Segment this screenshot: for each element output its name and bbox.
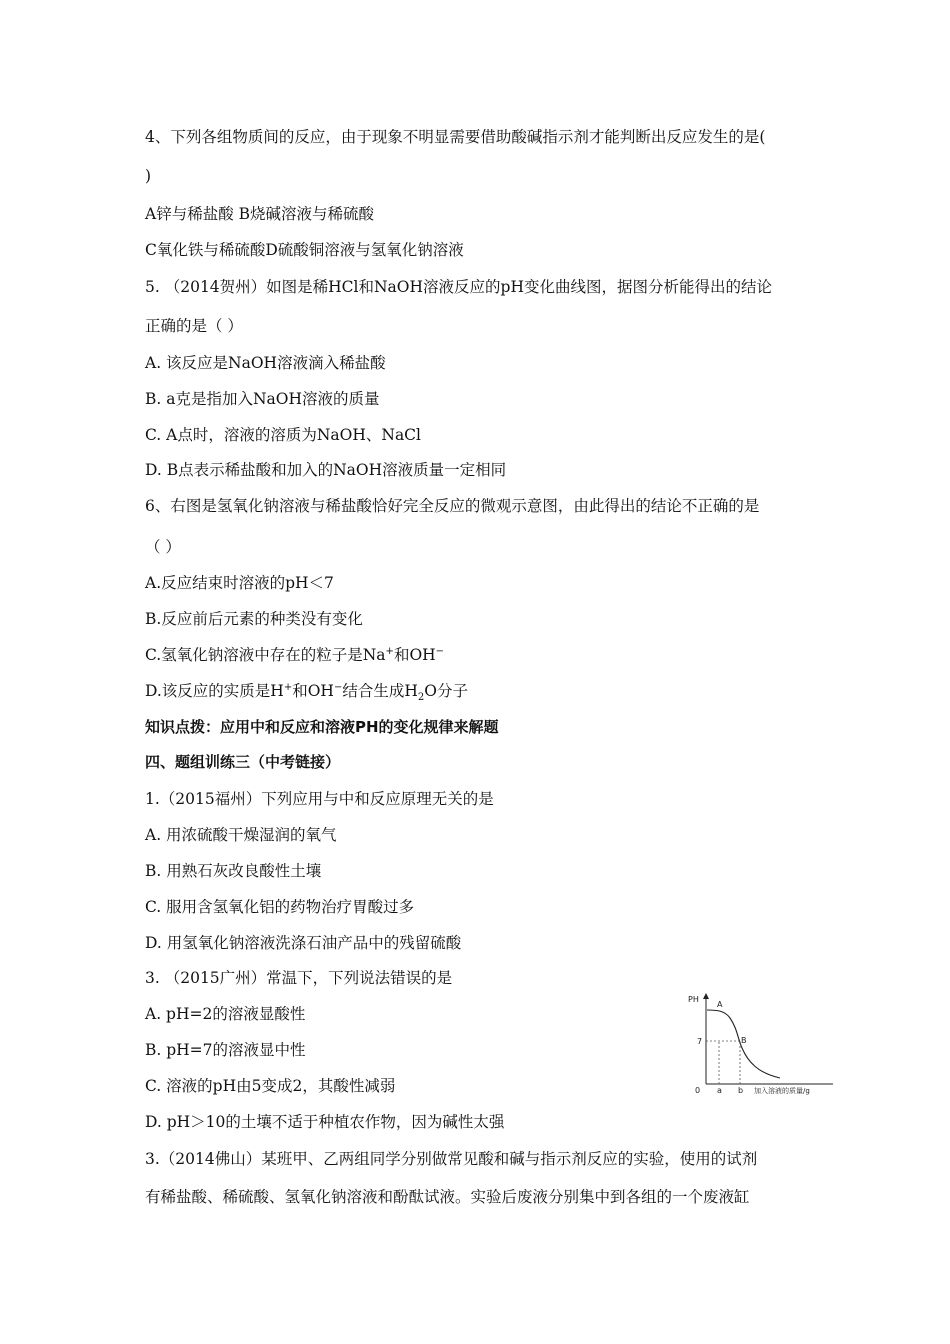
- ph-curve-figure: [688, 990, 838, 1100]
- y-axis-label: PH: [688, 995, 699, 1004]
- s1-option-b: B. 用熟石灰改良酸性土壤: [145, 862, 322, 880]
- s3b-stem-cont: 有稀盐酸、稀硫酸、氢氧化钠溶液和酚酞试液。实验后废液分别集中到各组的一个废液缸: [145, 1188, 750, 1206]
- q6-c-sup-minus: −: [435, 645, 445, 657]
- tick-b-label: b: [738, 1086, 744, 1095]
- point-a-label: A: [717, 1000, 723, 1009]
- q6-d-text: D.该反应的实质是H: [145, 682, 284, 700]
- q4-options-ab: A锌与稀盐酸 B烧碱溶液与稀硫酸: [145, 205, 375, 223]
- q5-stem: 5. （2014贺州）如图是稀HCl和NaOH溶液反应的pH变化曲线图，据图分析能得出的结论: [145, 278, 772, 296]
- section-heading: 四、题组训练三（中考链接）: [145, 753, 341, 771]
- q6-d-sup-plus: +: [283, 681, 293, 693]
- q6-stem-cont: （ ）: [145, 538, 181, 556]
- s3-option-d: D. pH＞10的土壤不适于种植农作物，因为碱性太强: [145, 1113, 505, 1131]
- q5-option-b: B. a克是指加入NaOH溶液的质量: [145, 390, 380, 408]
- q6-d-sup-minus: −: [333, 681, 343, 693]
- q4-options-cd: C氧化铁与稀硫酸D硫酸铜溶液与氢氧化钠溶液: [145, 241, 464, 259]
- s1-option-d: D. 用氢氧化钠溶液洗涤石油产品中的残留硫酸: [145, 934, 462, 952]
- ph7-label: 7: [697, 1037, 703, 1046]
- q6-option-b: B.反应前后元素的种类没有变化: [145, 610, 363, 628]
- q5-option-c: C. A点时，溶液的溶质为NaOH、NaCl: [145, 426, 422, 444]
- s1-option-c: C. 服用含氢氧化铝的药物治疗胃酸过多: [145, 898, 415, 916]
- q6-d-sub-2: 2: [417, 692, 425, 704]
- q4-stem: 4、下列各组物质间的反应，由于现象不明显需要借助酸碱指示剂才能判断出反应发生的是(: [145, 128, 766, 146]
- q6-c-sup-plus: +: [385, 645, 394, 657]
- s1-stem: 1.（2015福州）下列应用与中和反应原理无关的是: [145, 790, 494, 808]
- q6-d-text-4: O分子: [424, 682, 468, 700]
- x-axis-label: 加入溶液的质量/g: [754, 1087, 810, 1095]
- q5-option-a: A. 该反应是NaOH溶液滴入稀盐酸: [145, 354, 386, 372]
- q6-option-d: [145, 681, 468, 704]
- s3b-stem: 3.（2014佛山）某班甲、乙两组同学分别做常见酸和碱与指示剂反应的实验，使用的试剂: [145, 1150, 758, 1168]
- q5-stem-cont: 正确的是（ ）: [145, 317, 243, 335]
- point-b-label: B: [741, 1036, 747, 1045]
- origin-label: 0: [695, 1086, 701, 1095]
- q5-option-d: D. B点表示稀盐酸和加入的NaOH溶液质量一定相同: [145, 461, 507, 479]
- q6-stem: 6、右图是氢氧化钠溶液与稀盐酸恰好完全反应的微观示意图，由此得出的结论不正确的是: [145, 497, 760, 515]
- q6-option-c: [145, 645, 444, 665]
- q6-c-text: C.氢氧化钠溶液中存在的粒子是Na: [145, 646, 386, 664]
- q6-d-text-3: 结合生成H: [342, 682, 418, 700]
- s3-option-c: C. 溶液的pH由5变成2，其酸性减弱: [145, 1077, 396, 1095]
- q4-close-paren: ): [145, 167, 152, 185]
- q6-d-text-2: 和OH: [292, 682, 334, 700]
- s1-option-a: A. 用浓硫酸干燥湿润的氧气: [145, 826, 337, 844]
- q6-c-text-2: 和OH: [393, 646, 436, 664]
- knowledge-tip-heading: 知识点拨：应用中和反应和溶液PH的变化规律来解题: [145, 718, 499, 736]
- tick-a-label: a: [717, 1086, 722, 1095]
- q6-option-a: A.反应结束时溶液的pH＜7: [145, 574, 334, 592]
- s3-stem: 3. （2015广州）常温下，下列说法错误的是: [145, 969, 453, 987]
- s3-option-b: B. pH=7的溶液显中性: [145, 1041, 306, 1059]
- s3-option-a: A. pH=2的溶液显酸性: [145, 1005, 306, 1023]
